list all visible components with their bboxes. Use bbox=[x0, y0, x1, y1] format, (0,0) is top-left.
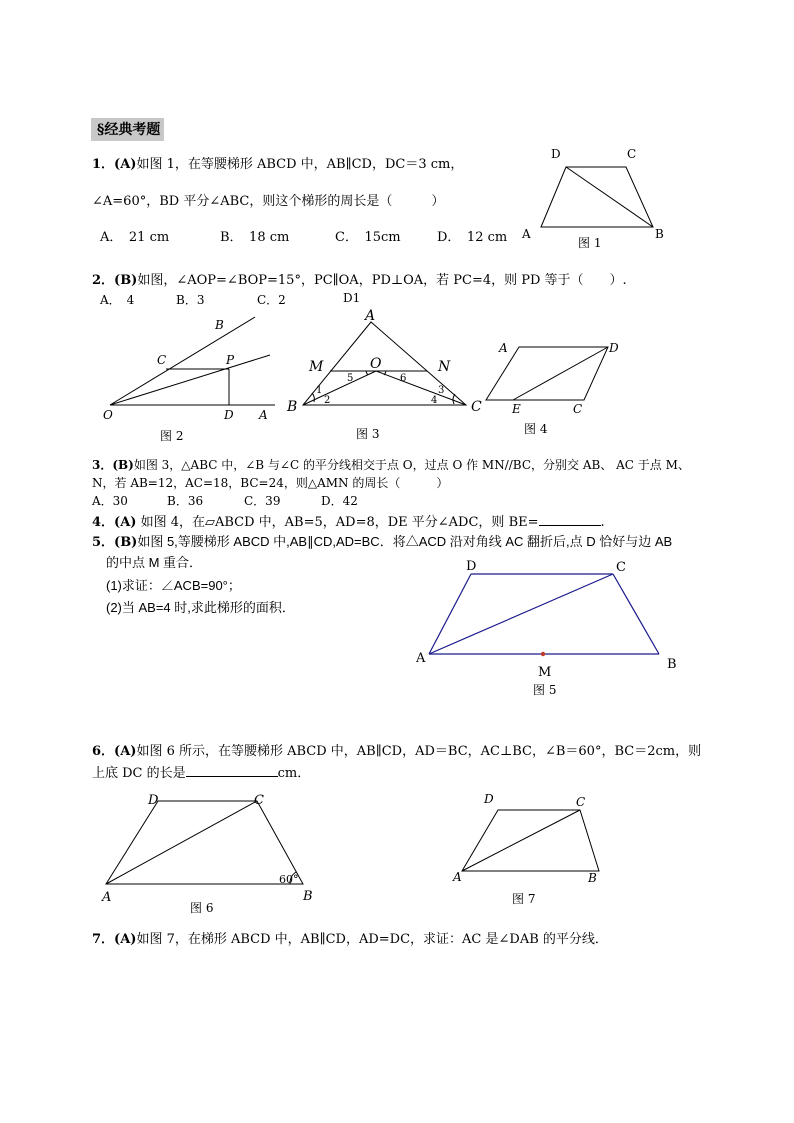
q1-option-d: D． 12 cm bbox=[437, 230, 508, 245]
fig4-label-d: D bbox=[609, 341, 619, 355]
fig3-label-4: 4 bbox=[431, 395, 438, 406]
fig4-caption: 图 4 bbox=[524, 422, 548, 436]
section-header: §经典考题 bbox=[91, 118, 164, 141]
fig5-label-d: D bbox=[466, 559, 477, 574]
fig5-label-a: A bbox=[416, 651, 426, 666]
q3-option-b: B．36 bbox=[167, 494, 204, 508]
fig6-label-a: A bbox=[102, 890, 112, 905]
q4-level: (A) bbox=[114, 515, 137, 530]
fig7-label-a: A bbox=[453, 870, 462, 884]
fig3-label-a: A bbox=[365, 308, 376, 324]
fig7-trapezoid bbox=[462, 810, 599, 871]
q1-option-c: C． 15cm bbox=[335, 230, 401, 245]
fig3-label-3: 3 bbox=[438, 385, 445, 396]
fig1-label-c: C bbox=[627, 147, 637, 161]
fig1-caption: 图 1 bbox=[578, 236, 602, 250]
q3-option-a: A．30 bbox=[92, 494, 128, 508]
fig7-label-d: D bbox=[484, 792, 494, 806]
fig3-label-1: 1 bbox=[316, 385, 323, 396]
q7-number: 7． bbox=[92, 932, 115, 947]
q3-number: 3． bbox=[92, 458, 113, 472]
q6-text-line2a: 上底 DC 的长是 bbox=[92, 766, 186, 781]
q4-end: . bbox=[600, 515, 605, 530]
fig6-caption: 图 6 bbox=[190, 901, 214, 915]
q7-level: (A) bbox=[114, 932, 137, 947]
q5-sub1: (1)求证：∠ACB=90°； bbox=[106, 578, 241, 593]
q2-text: 如图，∠AOP=∠BOP=15°，PC∥OA，PD⊥OA，若 PC=4，则 PD 等于（ ）. bbox=[137, 273, 627, 288]
q2-option-b: B．3 bbox=[176, 293, 205, 307]
q5-text-line2: 的中点 M 重合． bbox=[106, 555, 203, 570]
q2-number: 2． bbox=[92, 273, 115, 288]
fig3-label-c: C bbox=[471, 399, 482, 415]
q3-option-c: C．39 bbox=[244, 494, 281, 508]
q1-text-line2: ∠A=60°，BD 平分∠ABC，则这个梯形的周长是（ ） bbox=[92, 194, 445, 209]
fig3-label-6: 6 bbox=[400, 373, 407, 384]
q6-text-line2b: cm． bbox=[277, 766, 311, 781]
fig3-label-b: B bbox=[287, 399, 298, 415]
q2-option-d: D1 bbox=[343, 291, 361, 305]
fig3-label-m: M bbox=[309, 359, 324, 375]
fig4-label-a: A bbox=[499, 341, 508, 355]
fig5-label-c: C bbox=[616, 560, 626, 575]
q6-number: 6． bbox=[92, 744, 115, 759]
q5-sub2: (2)当 AB=4 时,求此梯形的面积． bbox=[106, 600, 295, 615]
fig2-label-b: B bbox=[215, 318, 224, 332]
fig3-label-o: O bbox=[370, 356, 382, 372]
fig2-caption: 图 2 bbox=[160, 429, 184, 443]
q1-option-a: A． 21 cm bbox=[100, 230, 170, 245]
fig6-label-d: D bbox=[148, 793, 159, 808]
q5-number: 5． bbox=[92, 535, 115, 550]
fig5-caption: 图 5 bbox=[533, 683, 557, 697]
q4-number: 4． bbox=[92, 515, 115, 530]
fig6-label-c: C bbox=[254, 793, 264, 808]
fig2-label-d: D bbox=[224, 408, 234, 422]
q4-text: 如图 4，在▱ABCD 中，AB=5，AD=8，DE 平分∠ADC，则 BE= bbox=[136, 515, 539, 530]
fig5-label-b: B bbox=[667, 657, 677, 672]
q1-level: (A) bbox=[114, 157, 137, 172]
q5-level: (B) bbox=[114, 535, 138, 550]
fig4-label-c: C bbox=[573, 402, 583, 416]
fig1-label-b: B bbox=[655, 227, 664, 241]
q7-text: 如图 7，在梯形 ABCD 中，AB∥CD，AD=DC，求证：AC 是∠DAB 的平分线． bbox=[136, 932, 608, 947]
fig2-label-a: A bbox=[259, 408, 268, 422]
fig3-label-n: N bbox=[438, 359, 451, 375]
q6-level: (A) bbox=[114, 744, 137, 759]
fig6-label-b: B bbox=[303, 889, 313, 904]
q3-level: (B) bbox=[112, 458, 134, 472]
q3-text-line1: 如图 3，△ABC 中，∠B 与∠C 的平分线相交于点 O，过点 O 作 MN//BC，分别交 AB、 AC 于点 M、 bbox=[133, 458, 690, 472]
fig7-label-b: B bbox=[588, 871, 597, 885]
q1-text-line1: 如图 1，在等腰梯形 ABCD 中，AB∥CD，DC＝3 cm， bbox=[136, 157, 464, 172]
q1-number: 1． bbox=[92, 157, 115, 172]
q3-text-line2: N，若 AB=12，AC=18，BC=24，则△AMN 的周长（ ） bbox=[92, 476, 449, 490]
fig3-label-2: 2 bbox=[324, 395, 331, 406]
fig6-label-angle: 60° bbox=[279, 873, 299, 886]
fig2-label-o: O bbox=[103, 408, 113, 422]
fig2-label-p: P bbox=[226, 353, 235, 367]
fig7-label-c: C bbox=[576, 795, 586, 809]
fig2-label-c: C bbox=[157, 353, 167, 367]
fig5-label-m: M bbox=[538, 665, 552, 680]
q2-option-c: C．2 bbox=[257, 293, 286, 307]
fig1-label-d: D bbox=[551, 147, 561, 161]
q2-level: (B) bbox=[114, 273, 138, 288]
fig1-label-a: A bbox=[522, 227, 531, 241]
q2-option-a: A． 4 bbox=[100, 293, 135, 307]
q6-text-line1: 如图 6 所示，在等腰梯形 ABCD 中，AB∥CD，AD＝BC，AC⊥BC，∠B＝60°，BC＝2cm，则 bbox=[136, 744, 702, 759]
question-7 bbox=[92, 928, 608, 947]
q5-text-line1: 如图 5,等腰梯形 ABCD 中,AB∥CD,AD=BC．将△ACD 沿对角线 AC 翻折后,点 D 恰好与边 AB bbox=[137, 534, 673, 549]
q3-option-d: D．42 bbox=[321, 494, 358, 508]
fig3-caption: 图 3 bbox=[356, 427, 380, 441]
fig4-label-e: E bbox=[512, 402, 521, 416]
fig7-caption: 图 7 bbox=[512, 892, 536, 906]
q1-option-b: B． 18 cm bbox=[220, 230, 290, 245]
fig3-label-5: 5 bbox=[347, 373, 354, 384]
